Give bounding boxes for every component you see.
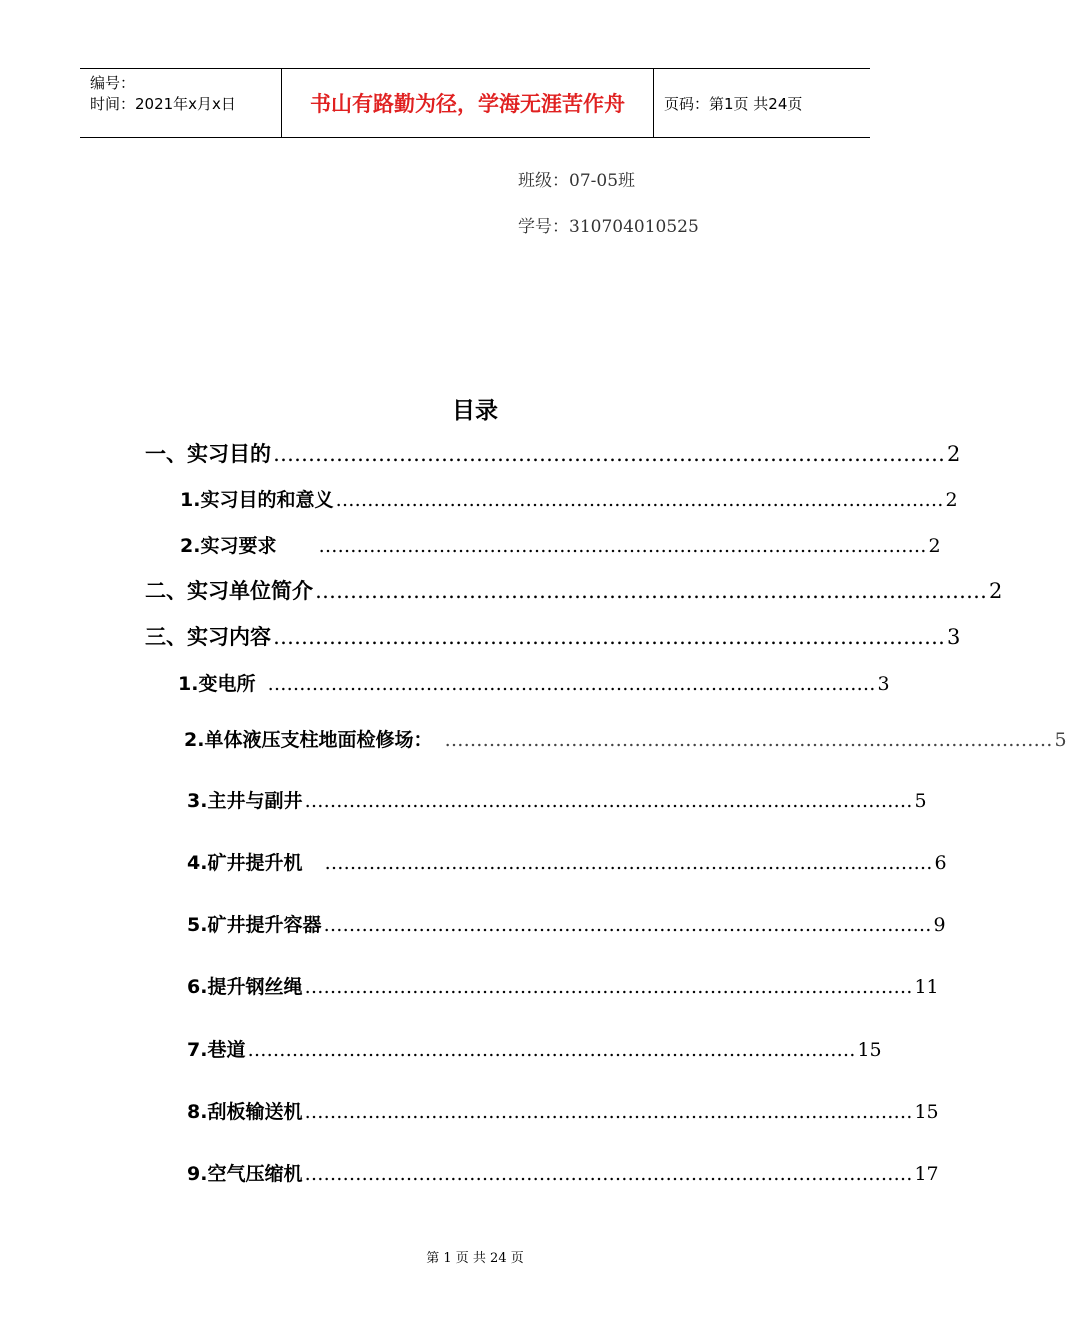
toc-page-number: 15 — [857, 1039, 882, 1061]
page-footer: 第 1 页 共 24 页 — [426, 1251, 524, 1266]
toc-title: 目录 — [452, 398, 498, 424]
toc-entry-label: 4.矿井提升机 — [187, 852, 303, 874]
toc-entry-label: 6.提升钢丝绳 — [187, 976, 303, 998]
time-label: 时间：2021年x月x日 — [90, 95, 236, 113]
toc-entry[interactable] — [187, 1035, 882, 1062]
toc-leader: …………………………………………………………………………………… — [324, 852, 933, 874]
toc-entry[interactable] — [187, 1159, 939, 1186]
toc-entry-label: 8.刮板输送机 — [187, 1101, 303, 1123]
number-label: 编号： — [90, 74, 136, 92]
toc-entry-label: 5.矿井提升容器 — [187, 914, 322, 936]
header-page-cell — [654, 69, 870, 137]
toc-page-number: 9 — [933, 914, 946, 936]
toc-leader: …………………………………………………………………………………… — [267, 673, 876, 695]
student-id-info: 学号：310704010525 — [518, 217, 699, 237]
toc-entry-label: 7.巷道 — [187, 1039, 246, 1061]
toc-page-number: 3 — [877, 673, 890, 695]
toc-leader: …………………………………………………………………………………… — [273, 442, 945, 466]
toc-leader: …………………………………………………………………………………… — [444, 729, 1053, 751]
toc-leader: …………………………………………………………………………………… — [315, 579, 987, 603]
toc-entry[interactable] — [178, 669, 890, 696]
toc-entry[interactable] — [145, 438, 961, 468]
toc-entry[interactable] — [145, 575, 1003, 605]
toc-entry-label: 三、实习内容 — [145, 625, 271, 649]
toc-page-number: 17 — [914, 1163, 939, 1185]
toc-page-number: 5 — [914, 790, 927, 812]
toc-page-number: 15 — [914, 1101, 939, 1123]
toc-entry-label: 1.变电所 — [178, 673, 256, 695]
toc-page-number: 2 — [945, 489, 958, 511]
toc-entry-label: 1.实习目的和意义 — [180, 489, 334, 511]
toc-leader: …………………………………………………………………………………… — [304, 1101, 913, 1123]
toc-page-number: 2 — [928, 535, 941, 557]
toc-page-number: 2 — [989, 579, 1003, 603]
toc-page-number: 11 — [914, 976, 939, 998]
toc-leader: …………………………………………………………………………………… — [323, 914, 932, 936]
header-motto-cell — [281, 69, 654, 137]
toc-leader: …………………………………………………………………………………… — [247, 1039, 856, 1061]
toc-entry[interactable] — [180, 531, 941, 558]
toc-entry-label: 2.实习要求 — [180, 535, 277, 557]
toc-page-number: 5 — [1054, 729, 1067, 751]
toc-leader: …………………………………………………………………………………… — [304, 1163, 913, 1185]
toc-leader: …………………………………………………………………………………… — [273, 625, 945, 649]
page-header — [80, 68, 870, 138]
toc-page-number: 2 — [947, 442, 961, 466]
class-info: 班级：07-05班 — [518, 171, 636, 191]
toc-entry[interactable] — [187, 786, 927, 813]
page-info: 页码：第1页 共24页 — [664, 94, 803, 113]
toc-leader: …………………………………………………………………………………… — [318, 535, 927, 557]
toc-entry[interactable] — [187, 848, 947, 875]
toc-entry[interactable] — [187, 1097, 939, 1124]
toc-entry[interactable] — [180, 485, 958, 512]
toc-entry[interactable] — [187, 910, 946, 937]
toc-entry-label: 二、实习单位简介 — [145, 579, 313, 603]
toc-entry[interactable] — [187, 972, 939, 999]
toc-leader: …………………………………………………………………………………… — [304, 976, 913, 998]
toc-entry[interactable] — [184, 725, 1067, 752]
motto-text: 书山有路勤为径，学海无涯苦作舟 — [310, 92, 625, 116]
toc-leader: …………………………………………………………………………………… — [304, 790, 913, 812]
toc-entry[interactable] — [145, 621, 961, 651]
header-meta-cell — [80, 69, 281, 137]
toc-entry-label: 3.主井与副井 — [187, 790, 303, 812]
toc-page-number: 3 — [947, 625, 961, 649]
toc-leader: …………………………………………………………………………………… — [335, 489, 944, 511]
toc-entry-label: 一、实习目的 — [145, 442, 271, 466]
toc-page-number: 6 — [934, 852, 947, 874]
toc-entry-label: 9.空气压缩机 — [187, 1163, 303, 1185]
toc-entry-label: 2.单体液压支柱地面检修场： — [184, 729, 433, 751]
